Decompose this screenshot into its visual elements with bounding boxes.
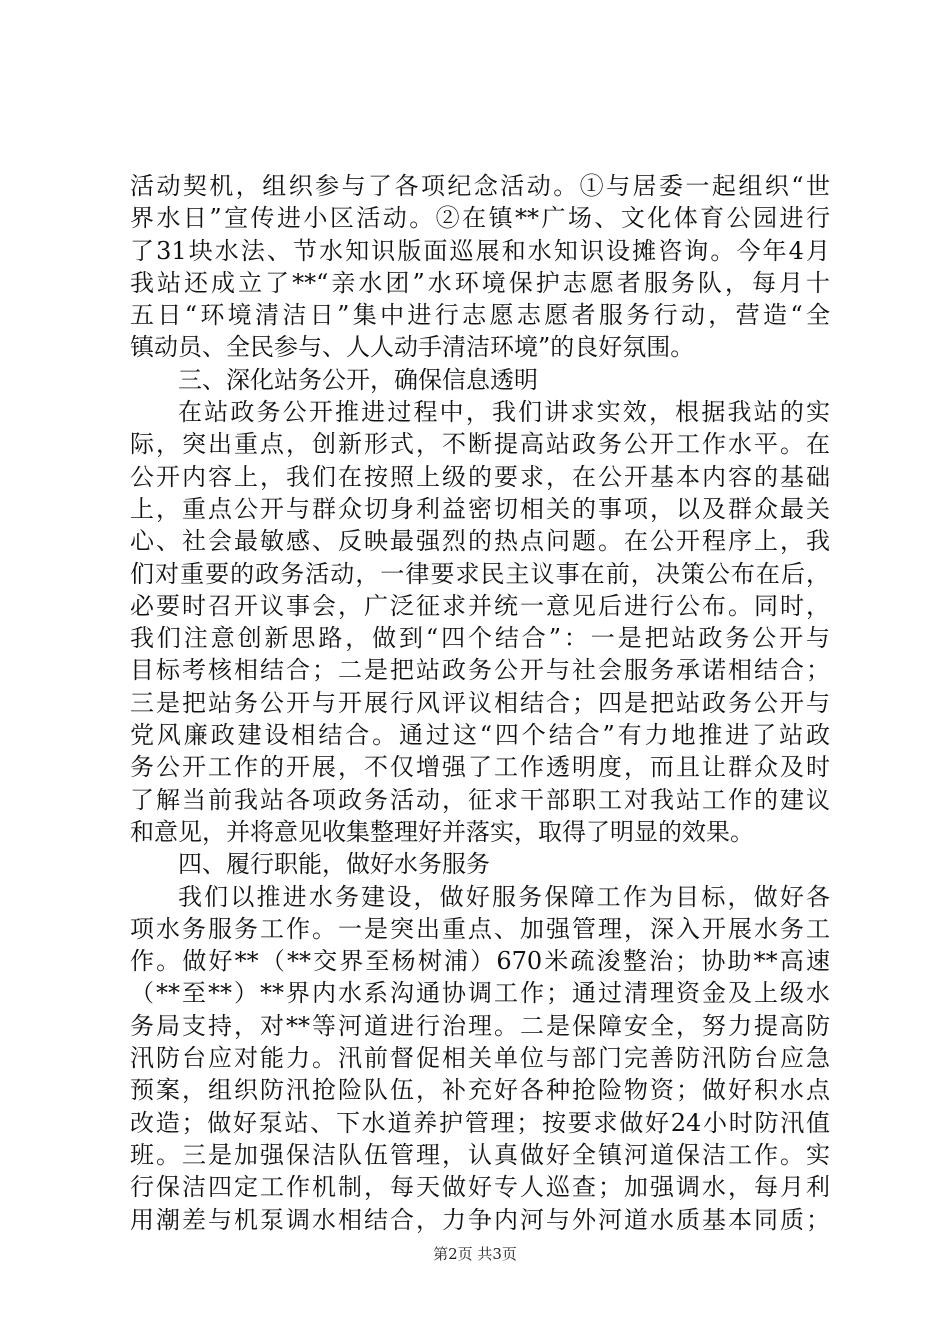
text-line: 和意见，并将意见收集整理好并落实，取得了明显的效果。	[130, 817, 754, 846]
text-line: 公开内容上，我们在按照上级的要求，在公开基本内容的基础	[130, 462, 830, 491]
text-line: 了解当前我站各项政务活动，征求干部职工对我站工作的建议	[130, 785, 830, 814]
text-line: 心、社会最敏感、反映最强烈的热点问题。在公开程序上，我	[130, 527, 830, 556]
text-line: 我们以推进水务建设，做好服务保障工作为目标，做好各	[178, 882, 830, 911]
text-line: 用潮差与机泵调水相结合，力争内河与外河道水质基本同质；	[130, 1205, 830, 1234]
section-heading: 四、履行职能，做好水务服务	[178, 850, 490, 879]
text-line: 作。做好**（**交界至杨树浦）670米疏浚整治；协助**高速	[130, 947, 830, 976]
text-line: 五日“环境清洁日”集中进行志愿志愿者服务行动，营造“全	[130, 301, 830, 330]
text-line: 务局支持，对**等河道进行治理。二是保障安全，努力提高防	[130, 1011, 830, 1040]
text-line: 界水日”宣传进小区活动。②在镇**广场、文化体育公园进行	[130, 204, 830, 233]
text-line: 项水务服务工作。一是突出重点、加强管理，深入开展水务工	[130, 914, 830, 943]
section-heading: 三、深化站务公开，确保信息透明	[178, 365, 538, 394]
text-line: 必要时召开议事会，广泛征求并统一意见后进行公布。同时，	[130, 591, 830, 620]
text-line: 我站还成立了**“亲水团”水环境保护志愿者服务队，每月十	[130, 268, 830, 297]
text-line: 班。三是加强保洁队伍管理，认真做好全镇河道保洁工作。实	[130, 1140, 830, 1169]
text-line: 改造；做好泵站、下水道养护管理；按要求做好24小时防汛值	[130, 1108, 830, 1137]
text-line: （**至**）**界内水系沟通协调工作；通过清理资金及上级水	[130, 979, 830, 1008]
text-line: 上，重点公开与群众切身利益密切相关的事项，以及群众最关	[130, 494, 830, 523]
text-line: 在站政务公开推进过程中，我们讲求实效，根据我站的实	[178, 398, 830, 427]
page-number-footer: 第2页 共3页	[433, 1245, 517, 1263]
document-body	[130, 170, 830, 1236]
text-line: 三是把站务公开与开展行风评议相结合；四是把站政务公开与	[130, 688, 830, 717]
text-line: 我们注意创新思路，做到“四个结合”：一是把站政务公开与	[130, 624, 830, 653]
text-line: 目标考核相结合；二是把站政务公开与社会服务承诺相结合；	[130, 656, 830, 685]
text-line: 们对重要的政务活动，一律要求民主议事在前，决策公布在后，	[130, 559, 830, 588]
text-line: 务公开工作的开展，不仅增强了工作透明度，而且让群众及时	[130, 753, 830, 782]
text-line: 党风廉政建设相结合。通过这“四个结合”有力地推进了站政	[130, 721, 830, 750]
text-line: 活动契机，组织参与了各项纪念活动。①与居委一起组织“世	[130, 172, 830, 200]
text-line: 行保洁四定工作机制，每天做好专人巡查；加强调水，每月利	[130, 1173, 830, 1202]
text-line: 了31块水法、节水知识版面巡展和水知识设摊咨询。今年4月	[130, 236, 830, 265]
text-line: 预案，组织防汛抢险队伍，补充好各种抢险物资；做好积水点	[130, 1076, 830, 1105]
text-line: 镇动员、全民参与、人人动手清洁环境”的良好氛围。	[130, 333, 695, 362]
text-line: 际，突出重点，创新形式，不断提高站政务公开工作水平。在	[130, 430, 830, 459]
text-line: 汛防台应对能力。汛前督促相关单位与部门完善防汛防台应急	[130, 1044, 830, 1073]
